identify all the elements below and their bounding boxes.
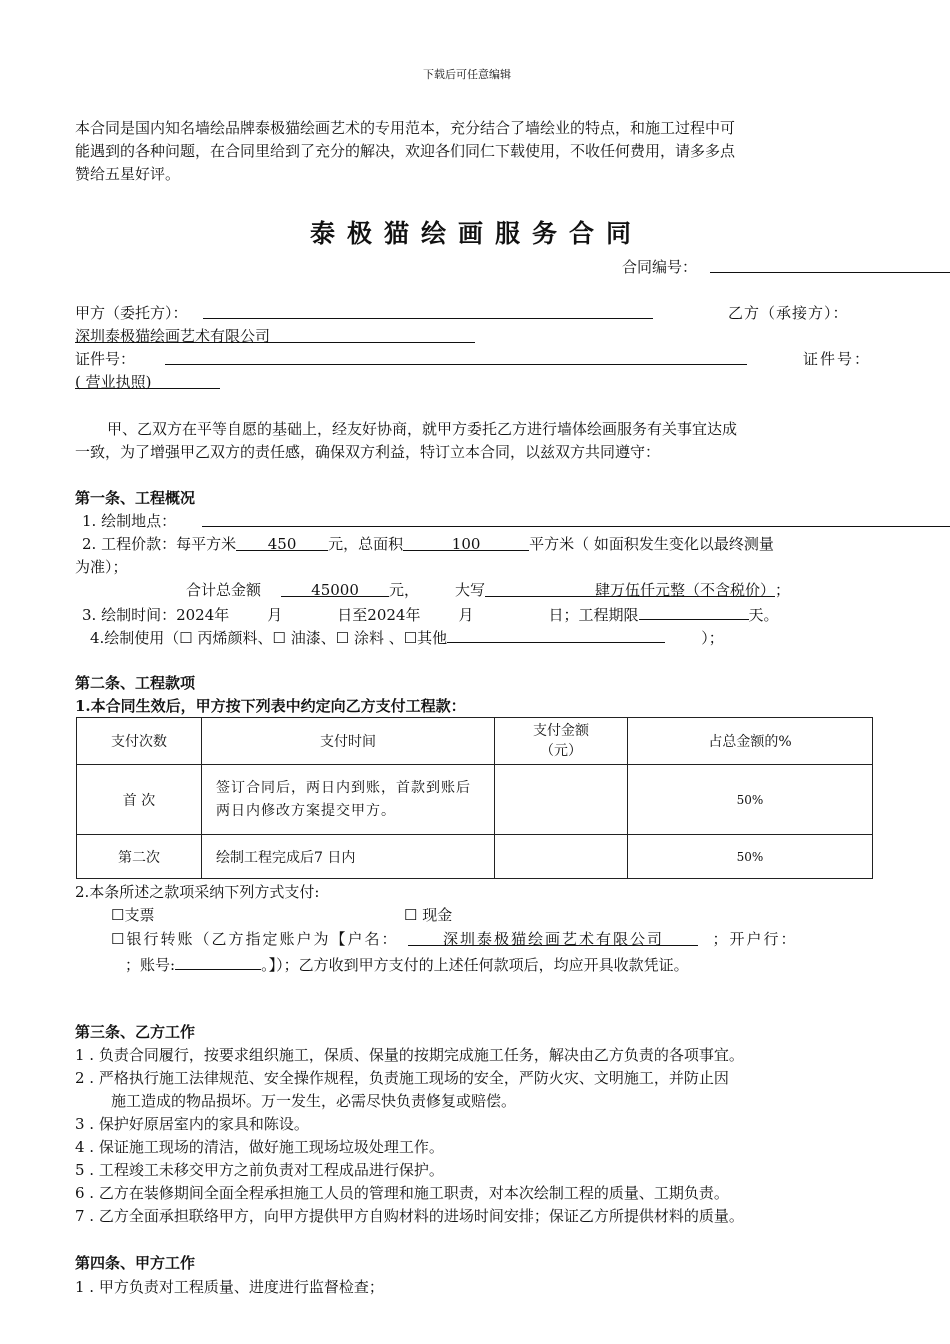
header-note: 下载后可任意编辑 [423, 68, 511, 81]
option-cash[interactable]: ☐ 现金 [404, 906, 453, 924]
preamble-line-1: 甲、乙双方在平等自愿的基础上，经友好协商，就甲方委托乙方进行墙体绘画服务有关事宜达成 [107, 420, 738, 438]
th-times: 支付次数 [77, 718, 202, 765]
article3-item-5: 5 . 工程竣工未移交甲方之前负责对工程成品进行保护。 [75, 1161, 444, 1179]
party-b-name [75, 325, 475, 348]
article1-item2-end: 为准）； [75, 558, 128, 576]
row1-times: 首 次 [77, 765, 202, 835]
account-label: ；账号: [125, 956, 176, 974]
th-percent: 占总金额的% [628, 718, 873, 765]
item3-text-d: 月 [458, 606, 474, 624]
intro-line-3: 赞给五星好评。 [75, 165, 181, 183]
payment-table [76, 717, 873, 879]
article3-item-7: 7 . 乙方全面承担联络甲方，向甲方提供甲方自购材料的进场时间安排；保证乙方所提供材料的质量。 [75, 1207, 744, 1225]
price-per-sqm: 450 [236, 533, 328, 551]
article1-item2 [82, 533, 774, 556]
item3-text-a: 3. 绘制时间：2024年 [82, 606, 230, 624]
capital-end: ； [775, 581, 791, 599]
party-a-label: 甲方（委托方）： [75, 304, 188, 322]
article1-heading: 第一条、工程概况 [75, 489, 196, 507]
article2-heading: 第二条、工程款项 [75, 674, 196, 692]
item3-text-c: 日至2024年 [337, 606, 421, 624]
table-row [77, 835, 873, 879]
intro-line-2: 能遇到的各种问题，在合同里给到了充分的解决，欢迎各们同仁下载使用，不收任何费用，请多多点 [75, 142, 736, 160]
th-amount: 支付金额 （元） [495, 718, 628, 765]
id-type-b-text: ( 营业执照) [75, 371, 220, 389]
bank-account-name: 深圳泰极猫绘画艺术有限公司 [408, 928, 698, 946]
other-material-field[interactable] [447, 625, 665, 643]
total-value: 45000 [281, 579, 389, 597]
bank-open-label: ；开户行： [712, 930, 798, 948]
option-check[interactable]: ☐支票 [111, 906, 155, 924]
total-unit: 元， [389, 581, 420, 599]
option-bank[interactable]: ☐银行转账（乙方指定账户为【户名： [111, 930, 399, 948]
party-a-field[interactable] [203, 318, 653, 319]
option-bank-end: 。】）；乙方收到甲方支付的上述任何款项后，均应开具收款凭证。 [261, 956, 689, 974]
id-label-a: 证件号： [75, 350, 136, 368]
article3-item-2-cont: 施工造成的物品损坏。万一发生，必需尽快负责修复或赔偿。 [111, 1092, 517, 1110]
contract-no-label: 合同编号： [622, 258, 698, 276]
account-number-field[interactable] [175, 952, 261, 970]
id-label-b: 证件号： [803, 350, 872, 368]
area-value: 100 [403, 533, 529, 551]
row1-time: 签订合同后，两日内到账，首款到账后两日内修改方案提交甲方。 [202, 765, 495, 835]
article3-heading: 第三条、乙方工作 [75, 1023, 196, 1041]
row2-times: 第二次 [77, 835, 202, 879]
th-time: 支付时间 [202, 718, 495, 765]
row2-time: 绘制工程完成后7 日内 [202, 835, 495, 879]
row1-amount[interactable] [495, 765, 628, 835]
id-a-field[interactable] [165, 364, 747, 365]
id-type-b [75, 371, 220, 394]
item3-text-b: 月 [267, 606, 283, 624]
article2-sub2: 2.本条所述之款项采纳下列方式支付: [75, 883, 320, 901]
row2-percent: 50% [628, 835, 873, 879]
article1-item1-label: 1. 绘制地点： [82, 512, 177, 530]
total-label: 合计总金额 [186, 581, 262, 599]
item3-text-f: 天。 [748, 606, 779, 624]
page-title: 泰极猫绘画服务合同 [310, 219, 644, 248]
option-bank-line2 [125, 952, 689, 977]
preamble-line-2: 一致，为了增强甲乙双方的责任感，确保双方利益，特订立本合同，以兹双方共同遵守： [75, 443, 661, 461]
total-amount-line [186, 579, 790, 602]
article3-item-6: 6 . 乙方在装修期间全面全程承担施工人员的管理和施工职责，对本次绘制工程的质量、工期负责。 [75, 1184, 729, 1202]
article2-sub1: 1.本合同生效后，甲方按下列表中约定向乙方支付工程款： [75, 697, 466, 715]
item2-text-c: 平方米（ 如面积发生变化以最终测量 [529, 535, 774, 553]
table-header-row [77, 718, 873, 765]
article4-heading: 第四条、甲方工作 [75, 1254, 196, 1272]
option-bank-line [111, 928, 797, 951]
article3-item-4: 4 . 保证施工现场的清洁，做好施工现场垃圾处理工作。 [75, 1138, 444, 1156]
item2-text-a: 2. 工程价款：每平方米 [82, 535, 237, 553]
item3-text-e: 日；工程期限 [548, 606, 639, 624]
party-b-name-text: 深圳泰极猫绘画艺术有限公司 [75, 325, 475, 343]
capital-label: 大写 [455, 581, 486, 599]
contract-no-field[interactable] [710, 272, 950, 273]
article4-item-1: 1 . 甲方负责对工程质量、进度进行监督检查； [75, 1278, 384, 1296]
capital-value: 肆万伍仟元整（不含税价） [485, 579, 775, 597]
location-field[interactable] [202, 526, 950, 527]
article1-item4 [90, 625, 724, 650]
item4-text-a: 4.绘制使用（☐ 丙烯颜料、☐ 油漆、☐ 涂料 、☐其他 [90, 629, 448, 647]
article3-item-3: 3 . 保护好原居室内的家具和陈设。 [75, 1115, 309, 1133]
table-row [77, 765, 873, 835]
party-b-label: 乙方（承接方）： [728, 304, 849, 322]
article3-item-2: 2 . 严格执行施工法律规范、安全操作规程，负责施工现场的安全，严防火灾、文明施工，并防止因 [75, 1069, 729, 1087]
duration-field[interactable] [639, 602, 749, 620]
item4-text-b: ）； [701, 629, 724, 647]
intro-line-1: 本合同是国内知名墙绘品牌泰极猫绘画艺术的专用范本，充分结合了墙绘业的特点，和施工过程中可 [75, 119, 736, 137]
article3-item-1: 1 . 负责合同履行，按要求组织施工，保质、保量的按期完成施工任务，解决由乙方负责的各项事宜。 [75, 1046, 744, 1064]
item2-text-b: 元，总面积 [328, 535, 404, 553]
row2-amount[interactable] [495, 835, 628, 879]
row1-percent: 50% [628, 765, 873, 835]
article1-item3 [82, 602, 779, 627]
